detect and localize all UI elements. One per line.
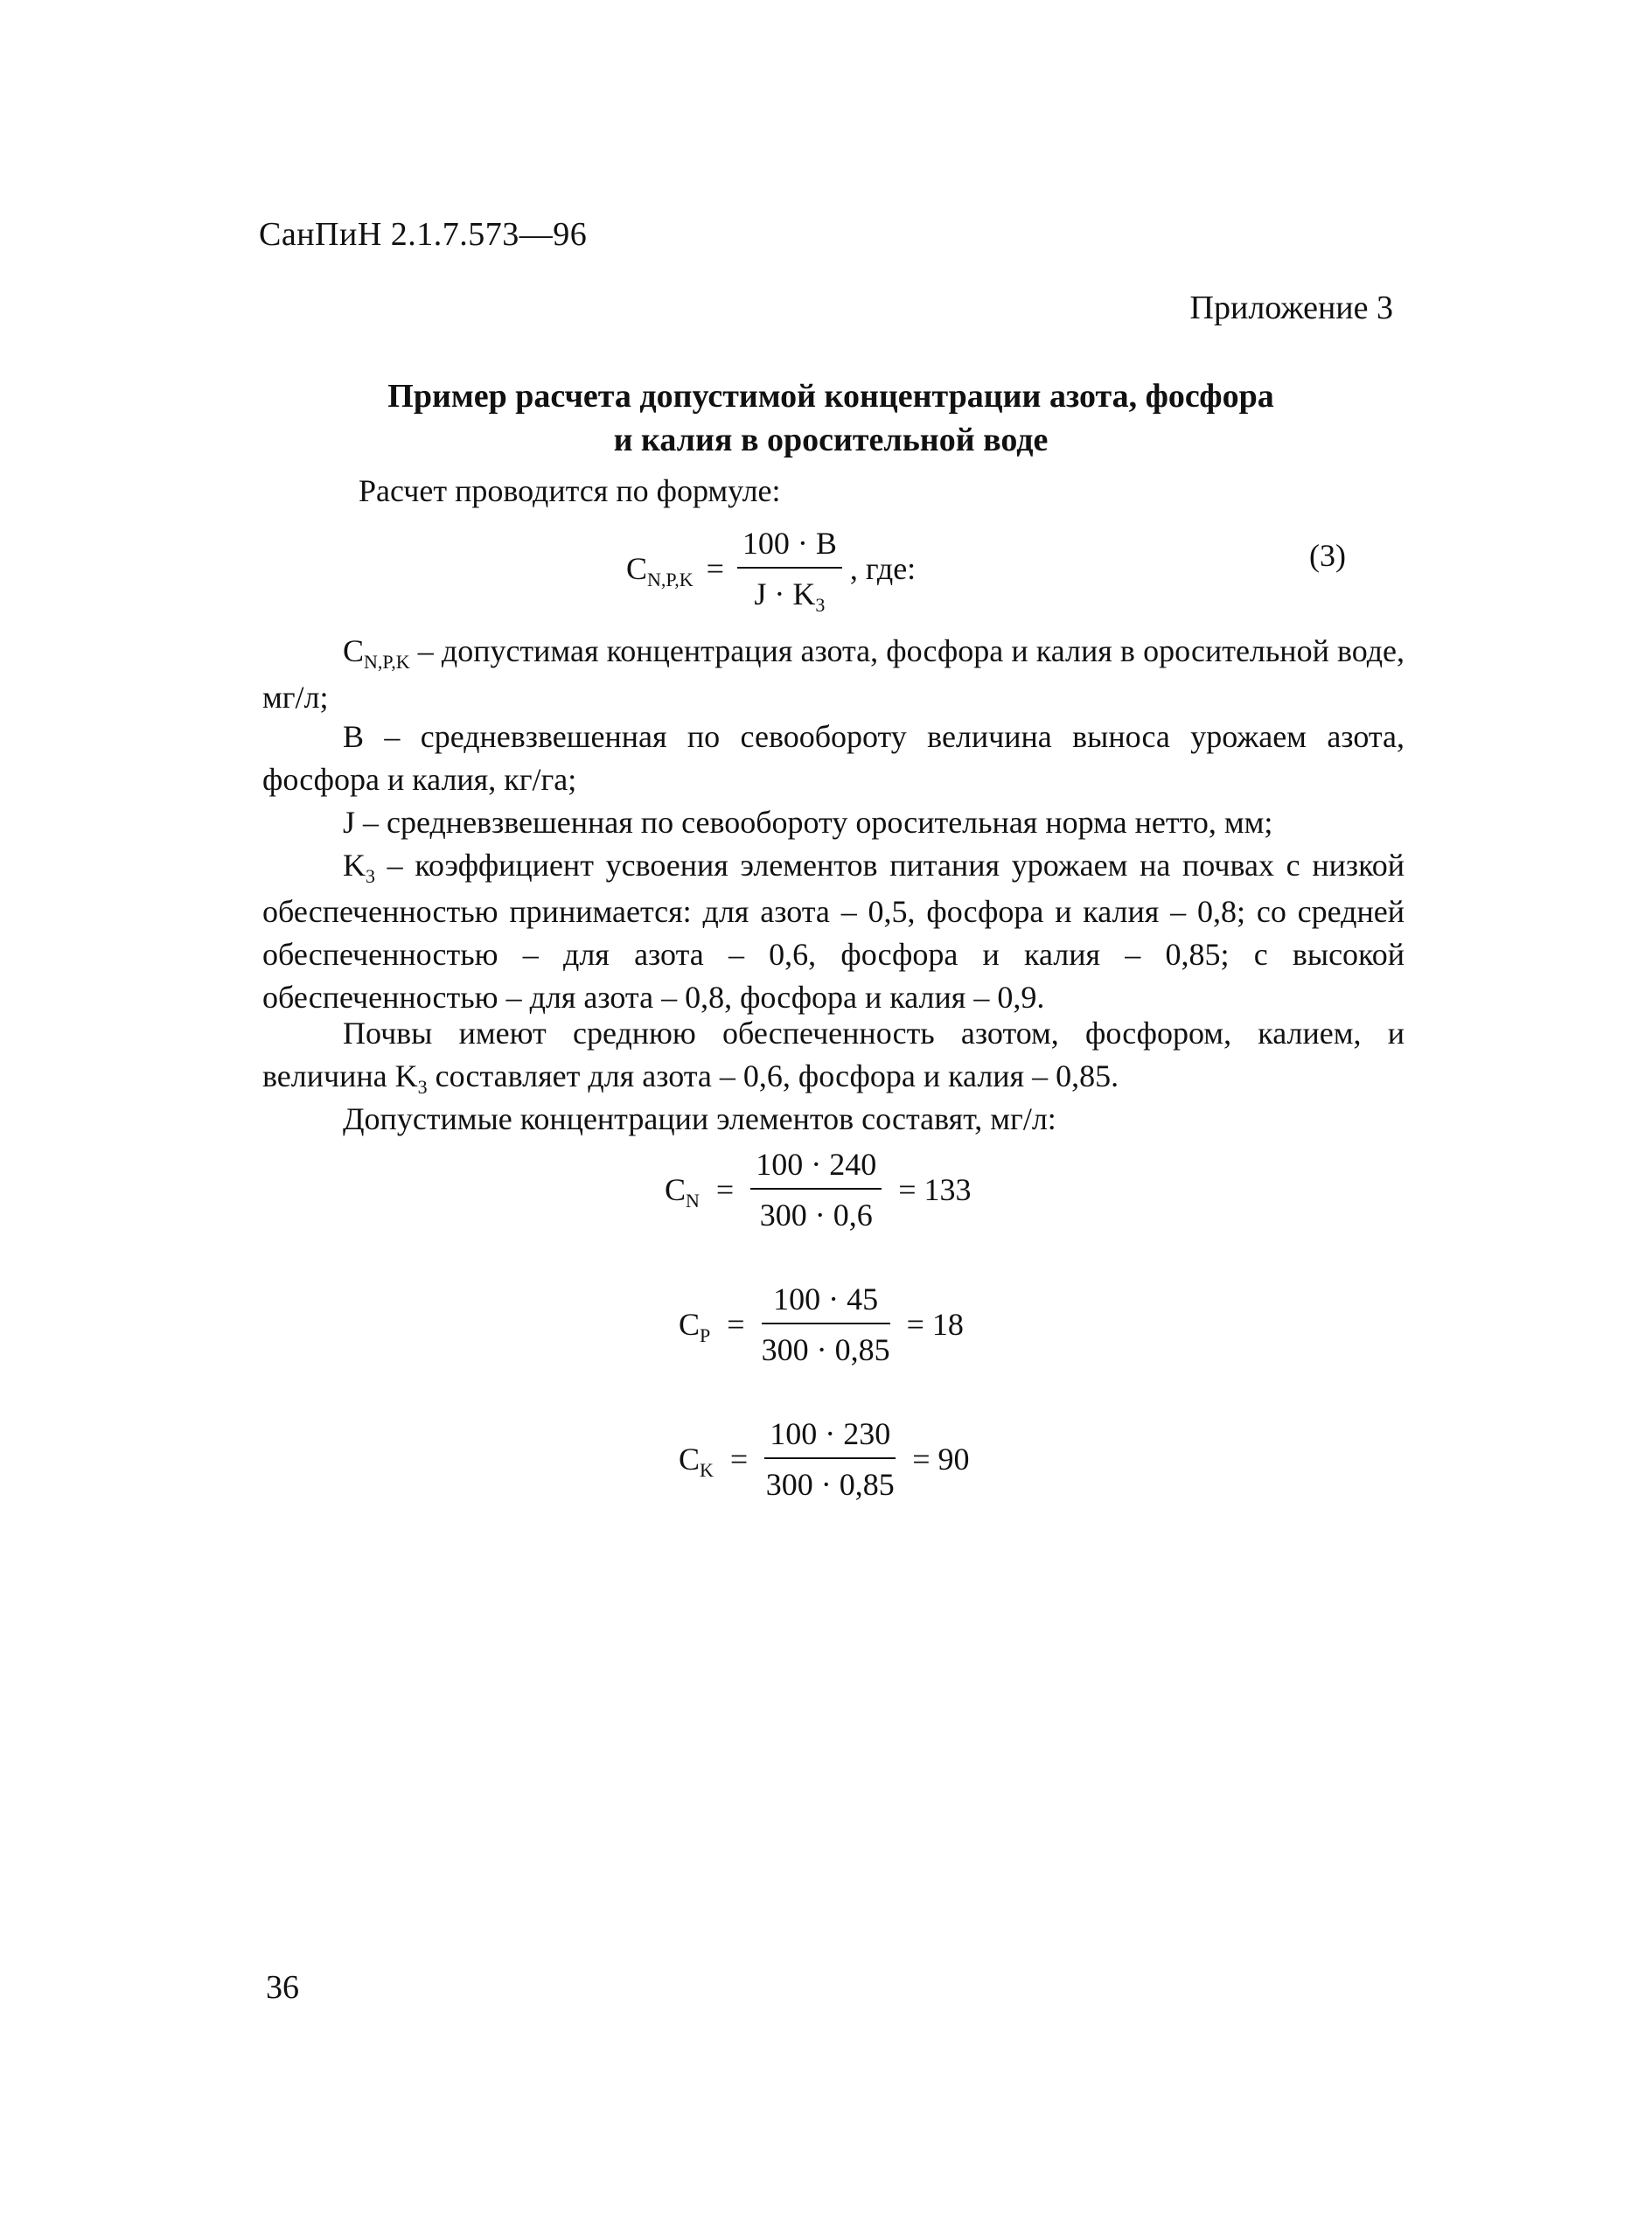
result-fraction [750,1146,882,1233]
result-formula-n [665,1146,972,1233]
result-lhs: $C_P$ [679,1307,711,1346]
result-denominator: 300 · 0,85 [765,1467,895,1502]
result-value: = 18 [906,1307,964,1342]
result-lhs: $C_K$ [679,1442,714,1481]
result-fraction [764,1415,896,1503]
result-fraction [762,1281,890,1368]
result-denominator: 300 · 0,6 [759,1198,873,1233]
result-equals: = [727,1307,745,1342]
formula-equals: = [706,551,724,586]
definition-k3: $K_3$ – коэффициент усвоения элементов питания урожаем на почвах с низкой обеспеченностью принимается: для азота – 0,5, фосфора и калия – 0,8; со средней обеспеченностью – для азота – 0,6, фосфора и калия – 0,85; с высокой обеспеченностью – для азота – 0,8, фосфора и калия – 0,9. [262,848,1405,1015]
formula-numerator: 100 · B [737,525,842,569]
result-equals: = [715,1172,735,1207]
result-numerator: 100 · 45 [762,1281,890,1324]
result-value: = 133 [898,1172,972,1207]
formula-denominator: $J \cdot K_3$ [754,576,826,616]
result-numerator: 100 · 240 [750,1146,882,1190]
result-intro: Допустимые концентрации элементов составят, мг/л: [343,1101,1056,1136]
formula-fraction [737,525,842,616]
equation-number: (3) [1309,538,1346,573]
title-line-2: и калия в оросительной воде [613,422,1049,458]
result-lhs: $C_N$ [665,1172,700,1212]
result-formula-k [679,1415,970,1503]
result-formula-p [679,1281,964,1368]
page-title [259,374,1403,462]
intro-text: Расчет проводится по формуле: [359,473,781,508]
soil-note: Почвы имеют среднюю обеспеченность азотом, фосфором, калием, и величина $K_3$ составляет для азота – 0,6, фосфора и калия – 0,85. [262,1016,1405,1098]
result-value: = 90 [912,1442,970,1477]
document-code: СанПиН 2.1.7.573—96 [259,216,588,253]
result-equals: = [729,1442,749,1477]
result-numerator: 100 · 230 [764,1415,896,1459]
definition-j: J – средневзвешенная по севообороту оросительная норма нетто, мм; [343,805,1273,840]
definition-b: B – средневзвешенная по севообороту величина выноса урожаем азота, фосфора и калия, кг/га; [262,719,1405,797]
formula-where: , где: [849,551,917,586]
formula-lhs: $C_{N,P,K}$ [626,551,694,590]
appendix-label: Приложение 3 [1189,290,1393,326]
definition-cnpk: $C_{N,P,K}$ – допустимая концентрация азота, фосфора и калия в оросительной воде, мг/л; [262,633,1405,715]
title-line-1: Пример расчета допустимой концентрации азота, фосфора [387,378,1274,415]
main-formula [626,525,917,616]
result-denominator: 300 · 0,85 [761,1332,890,1367]
page-number: 36 [266,1969,299,2006]
